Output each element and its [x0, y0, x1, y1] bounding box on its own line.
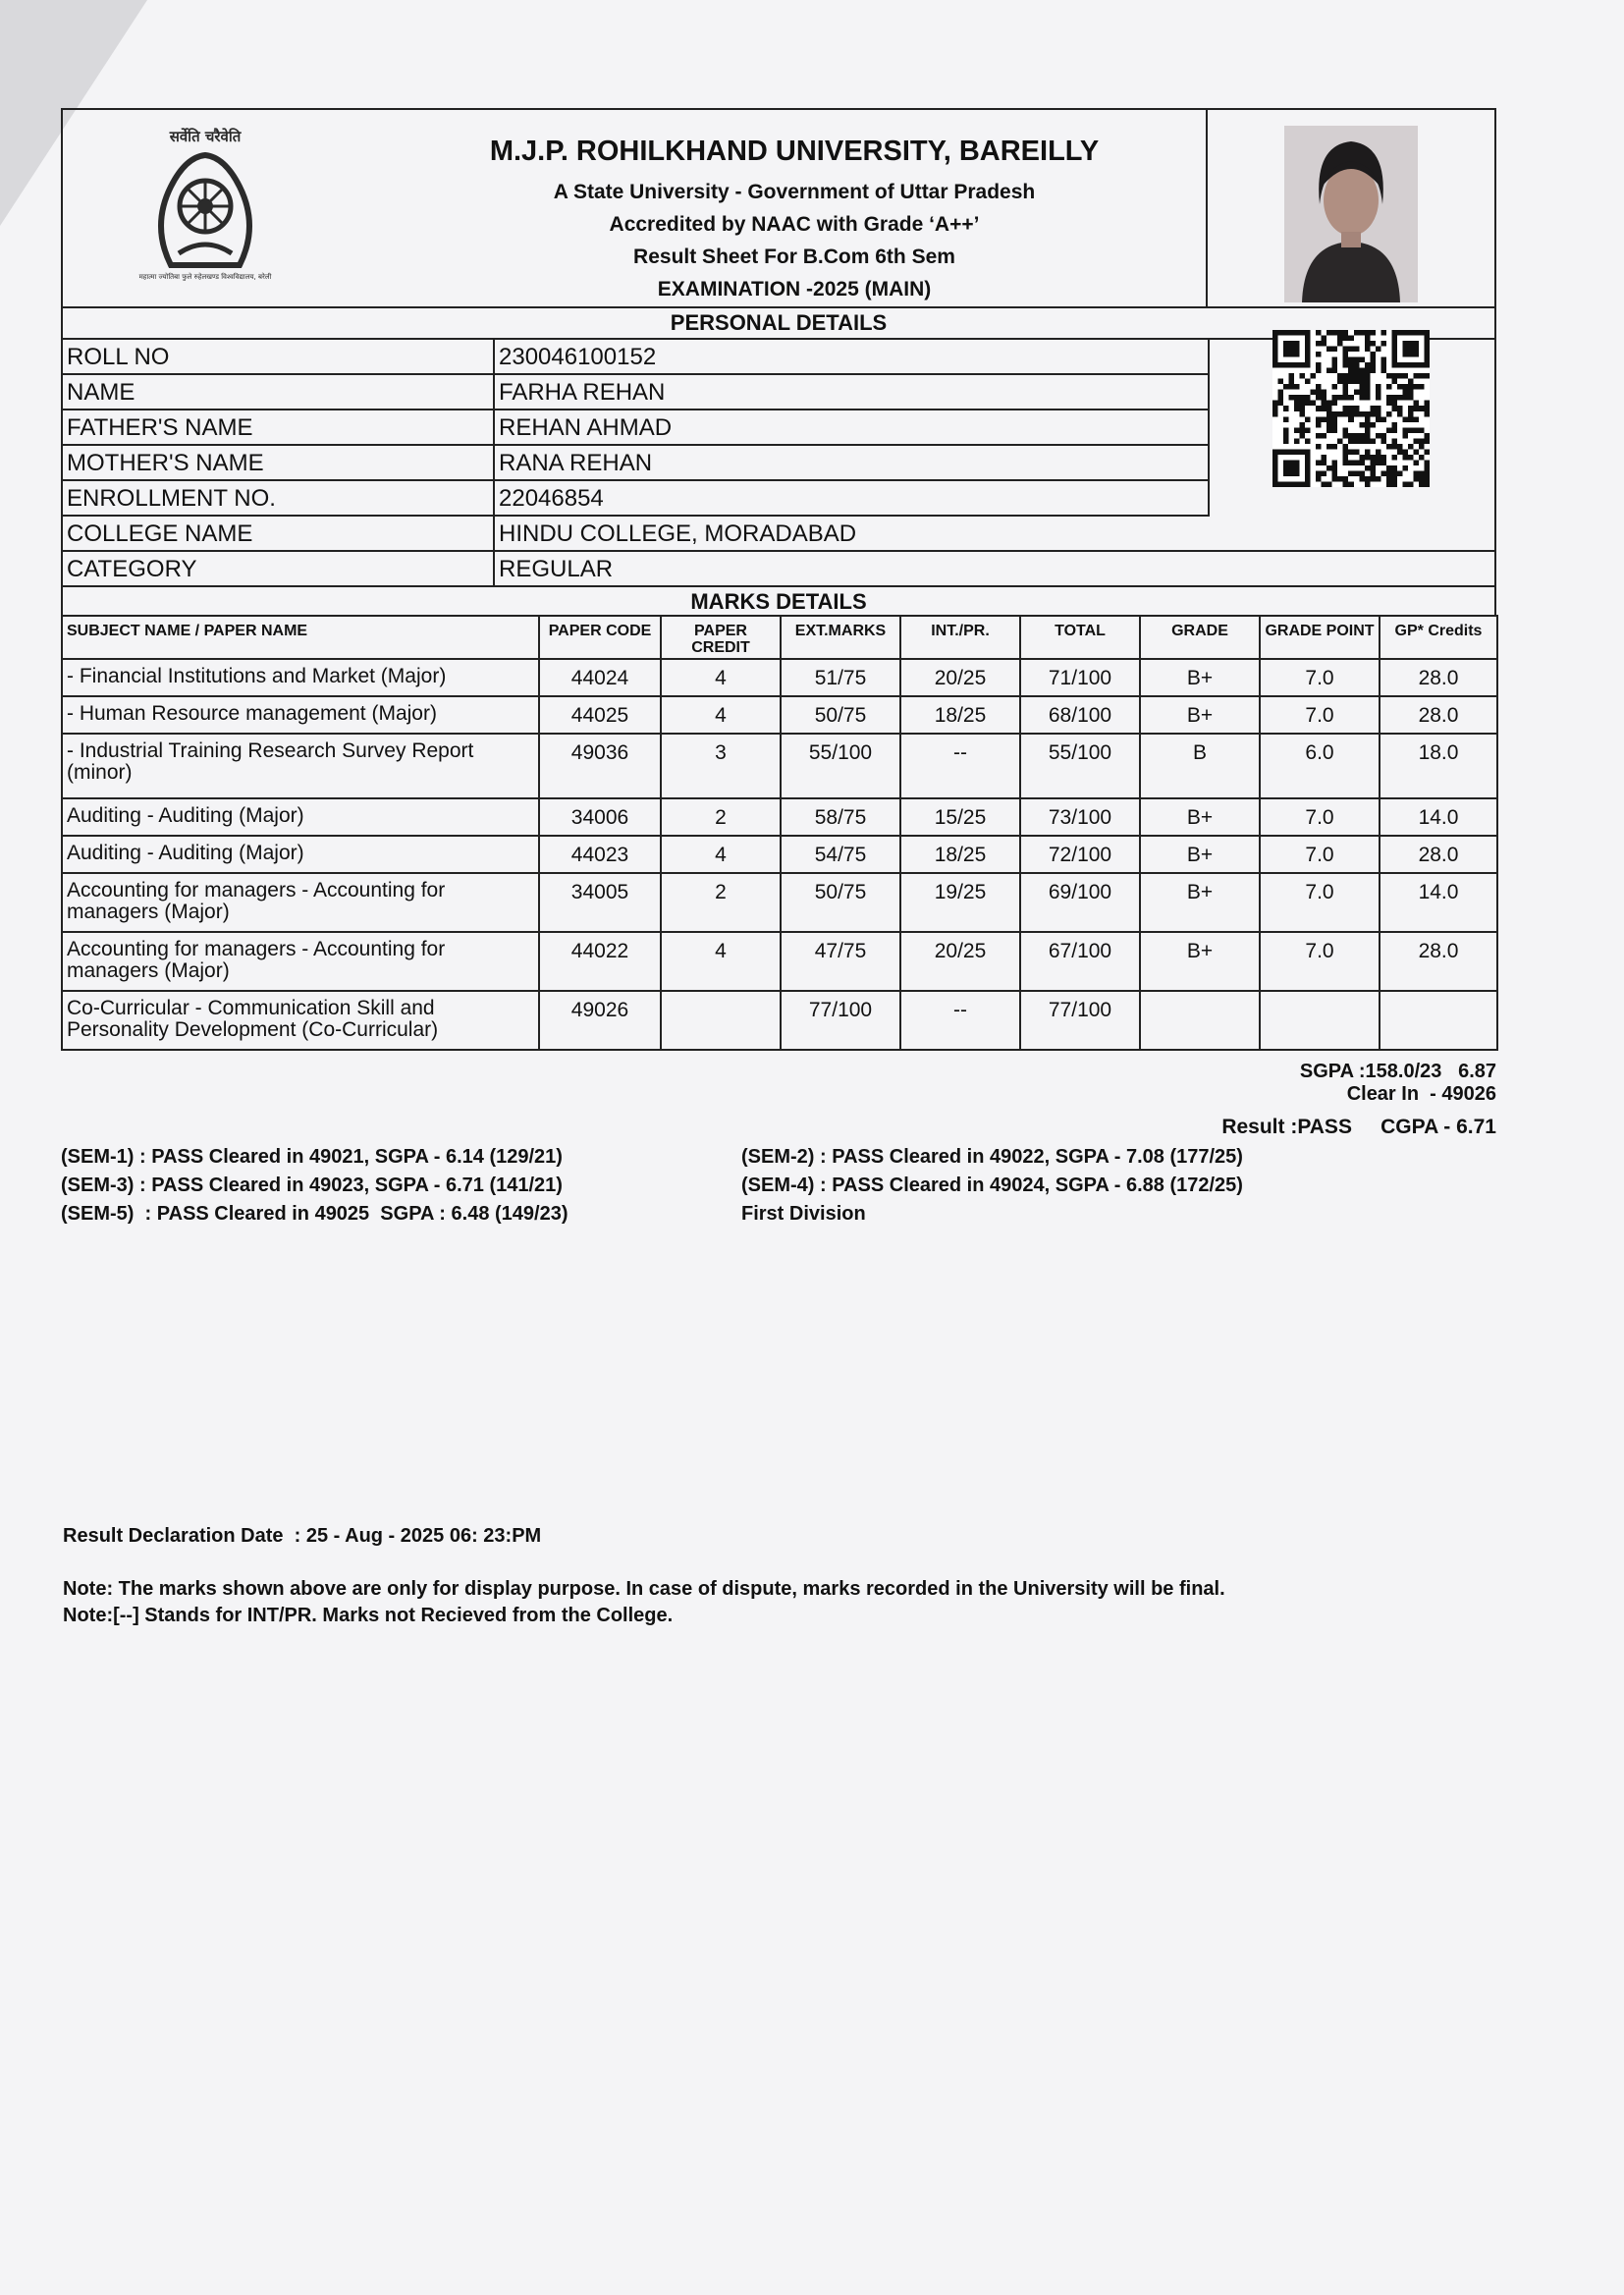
table-row — [62, 659, 1497, 696]
grade-point: 7.0 — [1260, 659, 1380, 696]
gp-credits — [1380, 991, 1497, 1050]
col-subject: SUBJECT NAME / PAPER NAME — [62, 616, 539, 659]
paper-credit — [661, 991, 781, 1050]
int-marks: 20/25 — [900, 659, 1020, 696]
detail-label: FATHER'S NAME — [63, 410, 495, 444]
semester-line: (SEM-3) : PASS Cleared in 49023, SGPA - 6.71 (141/21) — [61, 1175, 563, 1196]
gp-credits: 18.0 — [1380, 734, 1497, 798]
paper-code: 44023 — [539, 836, 661, 873]
grade-point: 7.0 — [1260, 932, 1380, 991]
detail-row-mother-name — [63, 446, 1210, 481]
int-marks: -- — [900, 991, 1020, 1050]
detail-row-roll-no — [63, 340, 1210, 375]
subject-name: - Industrial Training Research Survey Report (minor) — [62, 734, 539, 798]
table-row — [62, 734, 1497, 798]
note-line: Note: The marks shown above are only for display purpose. In case of dispute, marks recorded in the University will be final. — [63, 1578, 1225, 1600]
col-gp-credits: GP* Credits — [1380, 616, 1497, 659]
grade: B+ — [1140, 932, 1260, 991]
grade: B+ — [1140, 659, 1260, 696]
paper-credit: 4 — [661, 836, 781, 873]
col-int-pr: INT./PR. — [900, 616, 1020, 659]
detail-row-enrollment-no — [63, 481, 1210, 517]
detail-value: REGULAR — [499, 556, 614, 582]
detail-label: ROLL NO — [63, 340, 495, 373]
col-grade-point: GRADE POINT — [1260, 616, 1380, 659]
col-grade: GRADE — [1140, 616, 1260, 659]
accreditation: Accredited by NAAC with Grade ‘A++’ — [609, 213, 980, 236]
table-row — [62, 696, 1497, 734]
grade-point — [1260, 991, 1380, 1050]
ext-marks: 51/75 — [781, 659, 900, 696]
table-row — [62, 932, 1497, 991]
detail-label: NAME — [63, 375, 495, 409]
table-row — [62, 873, 1497, 932]
detail-row-college-name — [63, 517, 1494, 552]
table-row — [62, 798, 1497, 836]
grade: B — [1140, 734, 1260, 798]
notes — [63, 1576, 1225, 1629]
paper-code: 44024 — [539, 659, 661, 696]
paper-code: 44025 — [539, 696, 661, 734]
detail-value: 230046100152 — [495, 340, 1210, 373]
grade-point: 7.0 — [1260, 696, 1380, 734]
marks-details-title: MARKS DETAILS — [61, 587, 1496, 615]
grade: B+ — [1140, 873, 1260, 932]
paper-credit: 4 — [661, 696, 781, 734]
paper-code: 44022 — [539, 932, 661, 991]
ext-marks: 50/75 — [781, 696, 900, 734]
university-subtitle: A State University - Government of Uttar Pradesh — [553, 181, 1036, 203]
detail-row-category — [63, 552, 1494, 587]
detail-label: ENROLLMENT NO. — [63, 481, 495, 515]
paper-code: 49036 — [539, 734, 661, 798]
gp-credits: 28.0 — [1380, 932, 1497, 991]
semester-column-left — [61, 1143, 741, 1229]
gp-credits: 14.0 — [1380, 873, 1497, 932]
detail-value: HINDU COLLEGE, MORADABAD — [499, 520, 857, 547]
total-marks: 67/100 — [1020, 932, 1140, 991]
ext-marks: 58/75 — [781, 798, 900, 836]
detail-label: COLLEGE NAME — [63, 517, 495, 550]
grade-point: 6.0 — [1260, 734, 1380, 798]
semester-column-right — [741, 1143, 1243, 1229]
int-marks: 18/25 — [900, 836, 1020, 873]
gp-credits: 28.0 — [1380, 696, 1497, 734]
subject-name: Accounting for managers - Accounting for managers (Major) — [62, 873, 539, 932]
result-declaration-date: Result Declaration Date : 25 - Aug - 2025 06: 23:PM — [63, 1525, 542, 1547]
subject-name: Auditing - Auditing (Major) — [62, 798, 539, 836]
total-marks: 68/100 — [1020, 696, 1140, 734]
sgpa-value: SGPA :158.0/23 6.87 — [1299, 1061, 1496, 1082]
grade-point: 7.0 — [1260, 798, 1380, 836]
gp-credits: 14.0 — [1380, 798, 1497, 836]
detail-row-name — [63, 375, 1210, 410]
marks-header-row — [62, 616, 1497, 659]
paper-credit: 4 — [661, 659, 781, 696]
grade: B+ — [1140, 836, 1260, 873]
table-row — [62, 991, 1497, 1050]
clear-in: Clear In - 49026 — [1346, 1083, 1496, 1105]
grade: B+ — [1140, 696, 1260, 734]
semester-line: (SEM-5) : PASS Cleared in 49025 SGPA : 6.48 (149/23) — [61, 1203, 568, 1225]
ext-marks: 55/100 — [781, 734, 900, 798]
sheet-title: Result Sheet For B.Com 6th Sem — [633, 246, 955, 268]
university-emblem-icon — [132, 118, 279, 285]
total-marks: 71/100 — [1020, 659, 1140, 696]
semester-line: (SEM-1) : PASS Cleared in 49021, SGPA - 6.14 (129/21) — [61, 1146, 563, 1168]
university-name: M.J.P. ROHILKHAND UNIVERSITY, BAREILLY — [489, 136, 1100, 167]
col-total: TOTAL — [1020, 616, 1140, 659]
detail-value: REHAN AHMAD — [495, 410, 1210, 444]
svg-text:सर्वेति चरैवेति: सर्वेति चरैवेति — [169, 128, 242, 145]
total-marks: 73/100 — [1020, 798, 1140, 836]
grade-point: 7.0 — [1260, 836, 1380, 873]
total-marks: 69/100 — [1020, 873, 1140, 932]
int-marks: 18/25 — [900, 696, 1020, 734]
int-marks: 15/25 — [900, 798, 1020, 836]
paper-code: 49026 — [539, 991, 661, 1050]
semester-history — [61, 1143, 1496, 1229]
detail-value: RANA REHAN — [495, 446, 1210, 479]
grade — [1140, 991, 1260, 1050]
detail-row-father-name — [63, 410, 1210, 446]
grade: B+ — [1140, 798, 1260, 836]
total-marks: 72/100 — [1020, 836, 1140, 873]
result-sheet — [61, 108, 1496, 1229]
subject-name: - Human Resource management (Major) — [62, 696, 539, 734]
personal-details-title: PERSONAL DETAILS — [63, 308, 1494, 340]
ext-marks: 77/100 — [781, 991, 900, 1050]
examination: EXAMINATION -2025 (MAIN) — [657, 278, 932, 301]
gp-credits: 28.0 — [1380, 836, 1497, 873]
detail-value: 22046854 — [495, 481, 1210, 515]
gp-credits: 28.0 — [1380, 659, 1497, 696]
personal-details — [61, 306, 1496, 587]
col-paper-credit: PAPER CREDIT — [661, 616, 781, 659]
paper-credit: 3 — [661, 734, 781, 798]
int-marks: 19/25 — [900, 873, 1020, 932]
total-marks: 55/100 — [1020, 734, 1140, 798]
detail-label: CATEGORY — [63, 552, 495, 585]
paper-credit: 4 — [661, 932, 781, 991]
division: First Division — [741, 1203, 866, 1225]
grade-point: 7.0 — [1260, 873, 1380, 932]
photo-frame — [1206, 110, 1494, 306]
student-photo-icon — [1284, 126, 1418, 302]
col-ext-marks: EXT.MARKS — [781, 616, 900, 659]
semester-line: (SEM-4) : PASS Cleared in 49024, SGPA - 6.88 (172/25) — [741, 1175, 1243, 1196]
sheet-header — [61, 108, 1496, 306]
qr-code-icon — [1272, 328, 1430, 489]
svg-text:महात्मा ज्योतिबा फुले रुहेलखण्: महात्मा ज्योतिबा फुले रुहेलखण्ड विश्वविद्यालय, बरेली — [138, 273, 272, 281]
result-cgpa: Result :PASS CGPA - 6.71 — [1221, 1116, 1496, 1138]
subject-name: Co-Curricular - Communication Skill and Personality Development (Co-Curricular) — [62, 991, 539, 1050]
ext-marks: 54/75 — [781, 836, 900, 873]
university-info — [308, 136, 1280, 305]
detail-label: MOTHER'S NAME — [63, 446, 495, 479]
int-marks: -- — [900, 734, 1020, 798]
col-paper-code: PAPER CODE — [539, 616, 661, 659]
marks-table — [61, 615, 1498, 1051]
subject-name: Accounting for managers - Accounting for managers (Major) — [62, 932, 539, 991]
semester-line: (SEM-2) : PASS Cleared in 49022, SGPA - 7.08 (177/25) — [741, 1146, 1243, 1168]
ext-marks: 47/75 — [781, 932, 900, 991]
subject-name: Auditing - Auditing (Major) — [62, 836, 539, 873]
total-marks: 77/100 — [1020, 991, 1140, 1050]
subject-name: - Financial Institutions and Market (Major) — [62, 659, 539, 696]
detail-value: FARHA REHAN — [495, 375, 1210, 409]
paper-credit: 2 — [661, 798, 781, 836]
sgpa-summary — [61, 1061, 1496, 1106]
paper-credit: 2 — [661, 873, 781, 932]
ext-marks: 50/75 — [781, 873, 900, 932]
paper-code: 34006 — [539, 798, 661, 836]
table-row — [62, 836, 1497, 873]
int-marks: 20/25 — [900, 932, 1020, 991]
paper-code: 34005 — [539, 873, 661, 932]
note-line: Note:[--] Stands for INT/PR. Marks not Recieved from the College. — [63, 1605, 674, 1626]
